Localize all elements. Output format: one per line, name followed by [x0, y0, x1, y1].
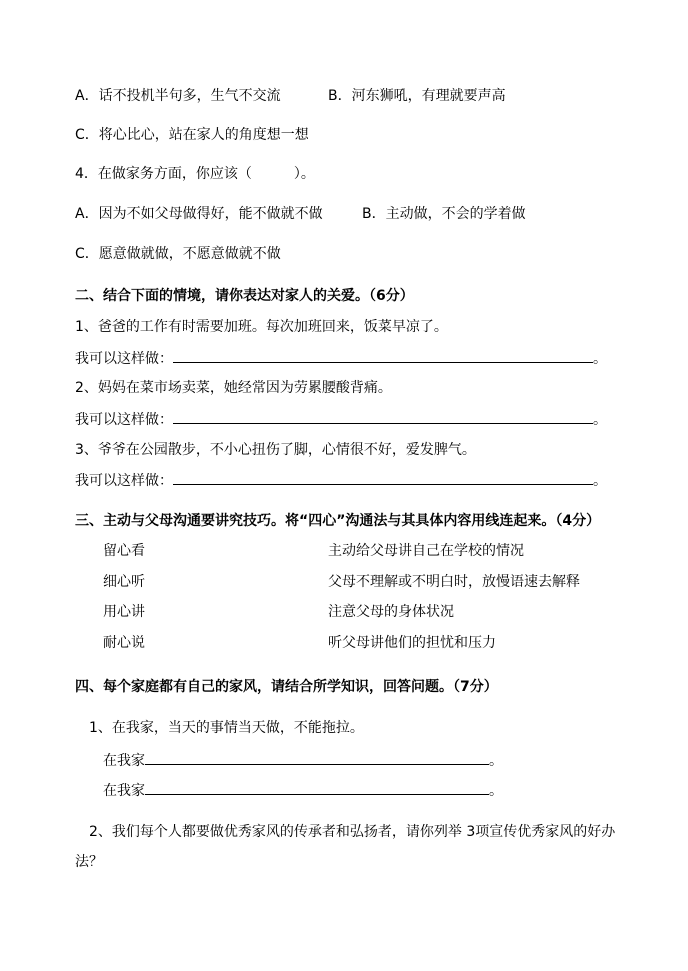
match-right-1[interactable]: 主动给父母讲自己在学校的情况 [328, 543, 524, 559]
q4-option-a: A．因为不如父母做得好，能不做就不做 [75, 206, 323, 222]
q4-option-c: C．愿意做就做，不愿意做就不做 [75, 246, 281, 262]
section2-answer-1 [75, 348, 607, 369]
answer-prefix: 我可以这样做： [75, 351, 173, 367]
answer-period: 。 [593, 412, 607, 428]
section4-heading: 四、每个家庭都有自己的家风，请结合所学知识，回答问题。（7分） [75, 679, 498, 695]
section2-answer-3 [75, 470, 607, 491]
home-blank-2[interactable] [145, 780, 489, 795]
answer-period: 。 [593, 473, 607, 489]
q4-stem: 4．在做家务方面，你应该（ ）。 [75, 166, 315, 182]
q3-option-b: B．河东狮吼，有理就要声高 [328, 88, 506, 104]
section2-item-2: 2、妈妈在菜市场卖菜，她经常因为劳累腰酸背痛。 [75, 380, 392, 396]
match-right-2[interactable]: 父母不理解或不明白时，放慢语速去解释 [328, 574, 580, 590]
section4-answer-1 [103, 750, 503, 771]
q4-option-b: B．主动做，不会的学着做 [362, 206, 526, 222]
match-left-4[interactable]: 耐心说 [103, 635, 145, 651]
q3-option-a: A．话不投机半句多，生气不交流 [75, 88, 281, 104]
match-right-3[interactable]: 注意父母的身体状况 [328, 604, 454, 620]
answer-prefix: 我可以这样做： [75, 412, 173, 428]
home-period: 。 [489, 753, 503, 769]
section4-answer-2 [103, 780, 503, 801]
match-left-3[interactable]: 用心讲 [103, 604, 145, 620]
section2-heading: 二、结合下面的情境，请你表达对家人的关爱。（6分） [75, 288, 414, 304]
match-left-1[interactable]: 留心看 [103, 543, 145, 559]
section4-q2-line1: 2、我们每个人都要做优秀家风的传承者和弘扬者，请你列举 3项宣传优秀家风的好办 [89, 824, 616, 840]
answer-blank-2[interactable] [173, 409, 593, 424]
q3-option-c: C．将心比心，站在家人的角度想一想 [75, 127, 309, 143]
answer-prefix: 我可以这样做： [75, 473, 173, 489]
answer-period: 。 [593, 351, 607, 367]
section2-answer-2 [75, 409, 607, 430]
home-blank-1[interactable] [145, 750, 489, 765]
home-period: 。 [489, 783, 503, 799]
match-right-4[interactable]: 听父母讲他们的担忧和压力 [328, 635, 496, 651]
section2-item-1: 1、爸爸的工作有时需要加班。每次加班回来，饭菜早凉了。 [75, 319, 448, 335]
section4-q1: 1、在我家，当天的事情当天做，不能拖拉。 [89, 720, 364, 736]
answer-blank-3[interactable] [173, 470, 593, 485]
section4-q2-line2: 法？ [75, 854, 103, 870]
section3-heading: 三、主动与父母沟通要讲究技巧。将“四心”沟通法与其具体内容用线连起来。（4分） [75, 513, 601, 529]
match-left-2[interactable]: 细心听 [103, 574, 145, 590]
home-prefix: 在我家 [103, 753, 145, 769]
answer-blank-1[interactable] [173, 348, 593, 363]
home-prefix: 在我家 [103, 783, 145, 799]
section2-item-3: 3、爷爷在公园散步，不小心扭伤了脚，心情很不好，爱发脾气。 [75, 442, 476, 458]
